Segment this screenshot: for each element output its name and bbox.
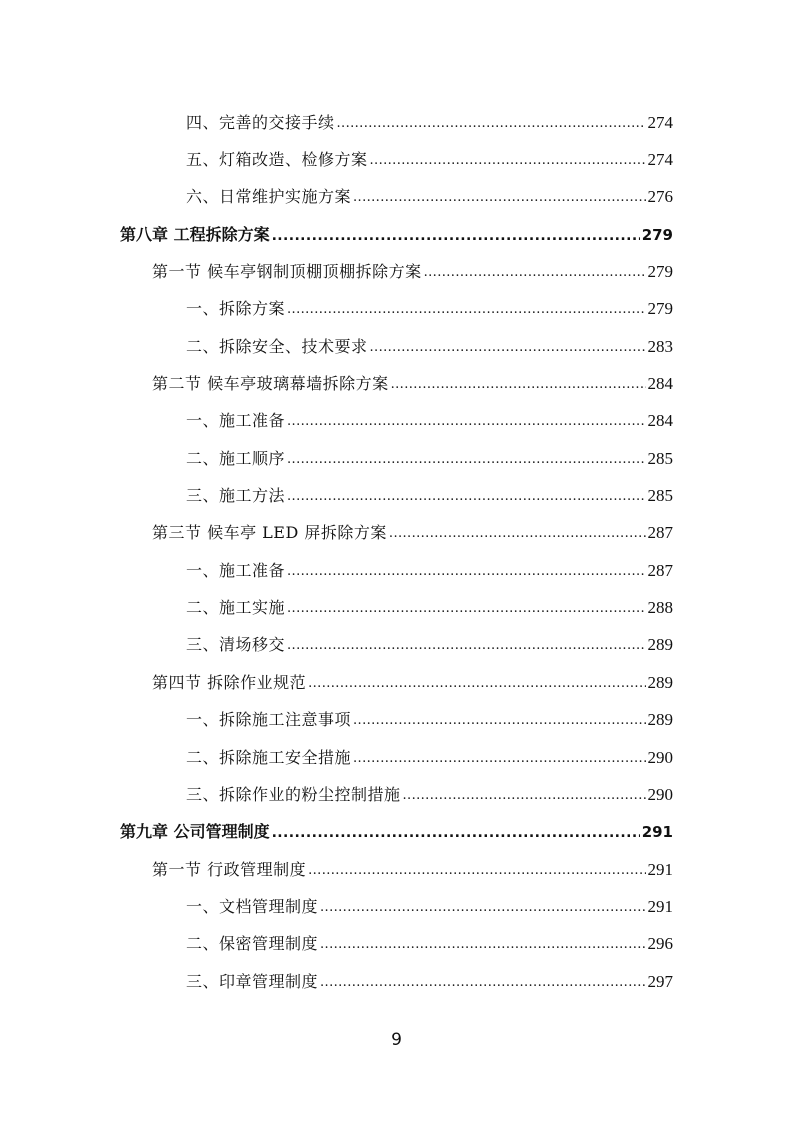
toc-entry-title: 第八章 工程拆除方案 [120, 224, 270, 244]
toc-entry-title: 一、施工准备 [186, 411, 286, 431]
dot-leader [287, 299, 645, 319]
dot-leader [320, 972, 645, 992]
toc-entry-title: 一、拆除方案 [186, 299, 286, 319]
toc-entry-title: 四、完善的交接手续 [186, 112, 335, 132]
toc-entry-page: 276 [647, 187, 673, 207]
toc-entry-page: 279 [647, 262, 673, 282]
dot-leader [308, 673, 645, 693]
page-number: 9 [391, 1030, 402, 1050]
toc-entry[interactable] [0, 291, 793, 328]
toc-entry-page: 291 [647, 859, 673, 879]
toc-entry-title: 第三节 候车亭 LED 屏拆除方案 [152, 523, 387, 543]
toc-entry-title: 一、施工准备 [186, 560, 286, 580]
toc-entry-page: 285 [647, 486, 673, 506]
toc-entry-title: 三、拆除作业的粉尘控制措施 [186, 784, 401, 804]
toc-entry[interactable] [0, 141, 793, 178]
toc-entry[interactable] [0, 440, 793, 477]
dot-leader [272, 822, 640, 842]
toc-entry-page: 287 [647, 523, 673, 543]
toc-entry-page: 279 [647, 299, 673, 319]
dot-leader [389, 523, 646, 543]
dot-leader [353, 748, 645, 768]
dot-leader [287, 486, 645, 506]
dot-leader [287, 598, 645, 618]
table-of-contents [0, 104, 793, 1000]
toc-entry-title: 第九章 公司管理制度 [120, 822, 270, 842]
toc-entry-title: 五、灯箱改造、检修方案 [186, 150, 368, 170]
toc-section-entry[interactable] [0, 664, 793, 701]
toc-entry[interactable] [0, 926, 793, 963]
toc-entry[interactable] [0, 552, 793, 589]
toc-entry-title: 三、印章管理制度 [186, 971, 319, 991]
toc-entry-title: 六、日常维护实施方案 [186, 187, 352, 207]
dot-leader [353, 187, 645, 207]
toc-entry[interactable] [0, 403, 793, 440]
toc-entry-page: 289 [647, 710, 673, 730]
toc-entry-page: 274 [647, 112, 673, 132]
dot-leader [287, 411, 645, 431]
toc-entry-title: 三、清场移交 [186, 635, 286, 655]
toc-entry-page: 279 [641, 225, 673, 244]
dot-leader [287, 635, 645, 655]
dot-leader [308, 860, 645, 880]
toc-entry[interactable] [0, 104, 793, 141]
toc-entry-page: 274 [647, 150, 673, 170]
dot-leader [353, 710, 645, 730]
toc-section-entry[interactable] [0, 851, 793, 888]
toc-entry-title: 二、拆除安全、技术要求 [186, 336, 368, 356]
toc-entry-title: 二、施工顺序 [186, 448, 286, 468]
toc-entry-page: 289 [647, 672, 673, 692]
toc-entry[interactable] [0, 739, 793, 776]
toc-entry-page: 283 [647, 336, 673, 356]
toc-entry-page: 291 [641, 823, 673, 842]
toc-entry-page: 296 [647, 934, 673, 954]
toc-entry-page: 288 [647, 598, 673, 618]
toc-entry-page: 285 [647, 448, 673, 468]
toc-entry[interactable] [0, 328, 793, 365]
toc-entry-title: 第一节 候车亭钢制顶棚顶棚拆除方案 [152, 262, 422, 282]
toc-entry[interactable] [0, 702, 793, 739]
toc-entry-page: 289 [647, 635, 673, 655]
toc-entry-title: 三、施工方法 [186, 486, 286, 506]
toc-entry-page: 284 [647, 374, 673, 394]
toc-section-entry[interactable] [0, 515, 793, 552]
toc-entry[interactable] [0, 776, 793, 813]
dot-leader [320, 934, 645, 954]
toc-entry[interactable] [0, 963, 793, 1000]
toc-entry-title: 第四节 拆除作业规范 [152, 672, 307, 692]
toc-entry-title: 二、施工实施 [186, 598, 286, 618]
toc-section-entry[interactable] [0, 365, 793, 402]
toc-entry-title: 一、拆除施工注意事项 [186, 710, 352, 730]
toc-entry-title: 二、保密管理制度 [186, 934, 319, 954]
toc-entry-page: 287 [647, 560, 673, 580]
toc-entry-page: 284 [647, 411, 673, 431]
toc-entry-page: 297 [647, 971, 673, 991]
dot-leader [287, 449, 645, 469]
toc-chapter-entry[interactable] [0, 814, 793, 851]
toc-entry[interactable] [0, 589, 793, 626]
toc-entry[interactable] [0, 888, 793, 925]
dot-leader [403, 785, 646, 805]
dot-leader [424, 262, 646, 282]
toc-entry[interactable] [0, 627, 793, 664]
toc-section-entry[interactable] [0, 253, 793, 290]
dot-leader [320, 897, 645, 917]
toc-entry-page: 290 [647, 784, 673, 804]
toc-entry-title: 一、文档管理制度 [186, 896, 319, 916]
toc-entry-title: 二、拆除施工安全措施 [186, 747, 352, 767]
toc-entry-title: 第一节 行政管理制度 [152, 859, 307, 879]
toc-entry[interactable] [0, 179, 793, 216]
toc-chapter-entry[interactable] [0, 216, 793, 253]
dot-leader [370, 150, 646, 170]
dot-leader [287, 561, 645, 581]
toc-entry[interactable] [0, 477, 793, 514]
toc-entry-page: 290 [647, 747, 673, 767]
dot-leader [370, 337, 646, 357]
dot-leader [337, 113, 646, 133]
dot-leader [391, 374, 646, 394]
toc-entry-title: 第二节 候车亭玻璃幕墙拆除方案 [152, 374, 389, 394]
toc-entry-page: 291 [647, 896, 673, 916]
dot-leader [272, 225, 640, 245]
